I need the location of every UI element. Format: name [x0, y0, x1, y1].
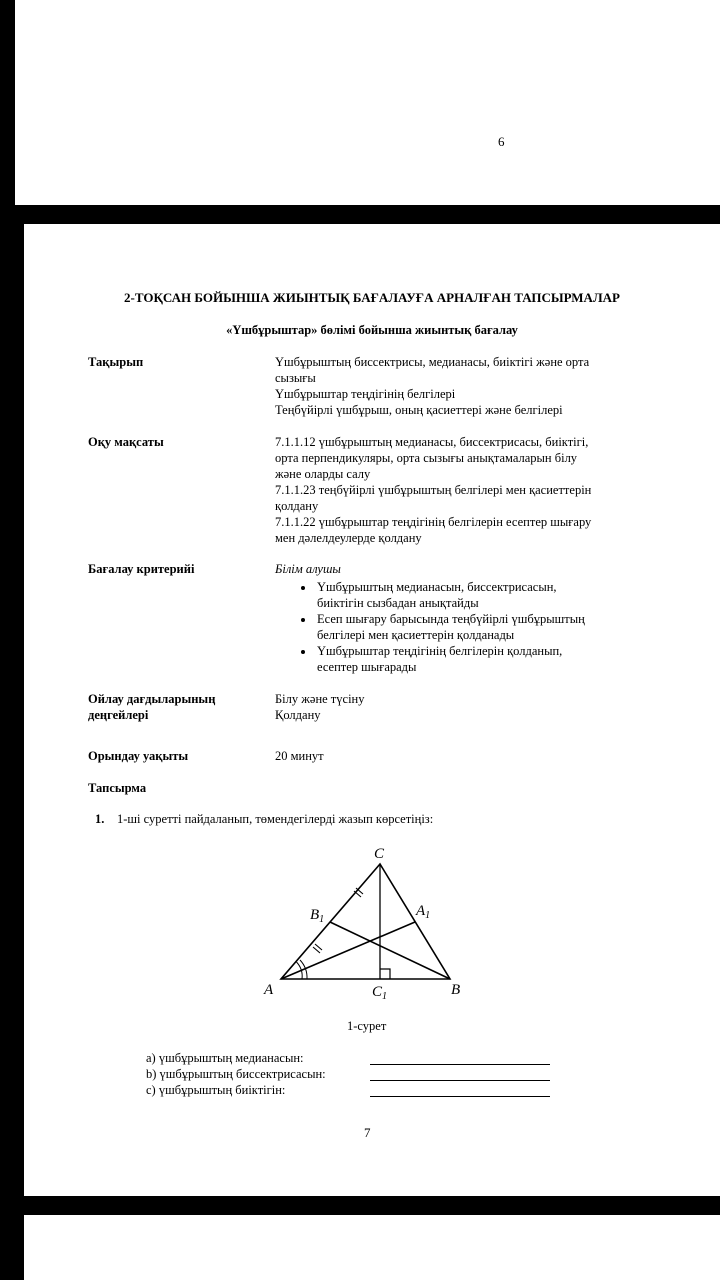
triangle-figure — [254, 839, 494, 1009]
figure-caption: 1-сурет — [347, 1019, 387, 1033]
next-page — [24, 1215, 720, 1280]
question-c: c) үшбұрыштың биіктігін: — [146, 1083, 286, 1097]
task-heading: Тапсырма — [88, 781, 147, 795]
goals-line: мен дәлелдеулерде қолдану — [275, 531, 422, 545]
time-value: 20 минут — [275, 749, 324, 763]
label-c1: $C_1$ — [372, 984, 388, 1002]
criteria-heading: Білім алушы — [275, 562, 341, 576]
previous-page — [15, 0, 720, 205]
goals-line: орта перпендикуляры, орта сызығы анықтамаларын білу — [275, 451, 578, 465]
label-c: C — [374, 846, 385, 862]
topic-label: Тақырып — [88, 355, 144, 369]
worksheet-page — [24, 224, 720, 1196]
levels-label — [88, 691, 215, 723]
levels-line: Білу және түсіну — [275, 692, 365, 706]
topic-value — [275, 354, 675, 418]
goals-line: 7.1.1.12 үшбұрыштың медианасы, биссектрисасы, биіктігі, — [275, 435, 589, 449]
topic-line: сызығы — [275, 371, 316, 385]
criteria-label: Бағалау критерийі — [88, 562, 195, 576]
question-b: b) үшбұрыштың биссектрисасын: — [146, 1067, 326, 1081]
question-a: a) үшбұрыштың медианасын: — [146, 1051, 304, 1065]
task-text: 1-ші суретті пайдаланып, төмендегілерді жазып көрсетіңіз: — [117, 812, 434, 826]
label-b: B — [451, 982, 461, 998]
criteria-value — [275, 561, 605, 675]
right-angle-mark — [380, 969, 390, 979]
levels-line: Қолдану — [275, 708, 321, 722]
label-b1: $B_1$ — [310, 907, 325, 925]
criteria-list — [275, 579, 605, 675]
task-number: 1. — [95, 812, 105, 826]
answer-line-a[interactable] — [370, 1064, 550, 1065]
levels-label-line: Ойлау дағдыларының — [88, 692, 216, 706]
label-a1: $A_1$ — [416, 903, 431, 921]
page-title: 2-ТОҚСАН БОЙЫНША ЖИЫНТЫҚ БАҒАЛАУҒА АРНАЛҒАН ТАПСЫРМАЛАР — [124, 290, 620, 305]
answer-line-b[interactable] — [370, 1080, 550, 1081]
levels-value — [275, 691, 364, 723]
goals-line: 7.1.1.22 үшбұрыштар теңдігінің белгілерін есептер шығару — [275, 515, 592, 529]
label-a: A — [264, 982, 274, 998]
time-label: Орындау уақыты — [88, 749, 189, 763]
topic-line: Үшбұрыштар теңдігінің белгілері — [275, 387, 456, 401]
goals-line: қолдану — [275, 499, 319, 513]
page-number-6: 6 — [498, 134, 505, 149]
criteria-item: • Үшбұрыштар теңдігінің белгілерін қолданып, есептер шығарады — [315, 643, 605, 675]
topic-line: Теңбүйірлі үшбұрыш, оның қасиеттері және белгілері — [275, 403, 563, 417]
triangle-abc — [281, 864, 450, 979]
goals-line: 7.1.1.23 теңбүйірлі үшбұрыштың белгілері мен қасиеттерін — [275, 483, 592, 497]
criteria-item: • Үшбұрыштың медианасын, биссектрисасын, биіктігін сызбадан анықтайды — [315, 579, 605, 611]
goals-line: және оларды салу — [275, 467, 371, 481]
goals-value — [275, 434, 685, 546]
topic-line: Үшбұрыштың биссектрисы, медианасы, биіктігі және орта — [275, 355, 590, 369]
levels-label-line: деңгейлері — [88, 708, 149, 722]
criteria-item: • Есеп шығару барысында теңбүйірлі үшбұрыштың белгілері мен қасиеттерін қолданады — [315, 611, 605, 643]
goals-label: Оқу мақсаты — [88, 435, 164, 449]
answer-line-c[interactable] — [370, 1096, 550, 1097]
page-subtitle: «Үшбұрыштар» бөлімі бойынша жиынтық бағалау — [226, 323, 518, 337]
page-number-7: 7 — [364, 1125, 371, 1140]
